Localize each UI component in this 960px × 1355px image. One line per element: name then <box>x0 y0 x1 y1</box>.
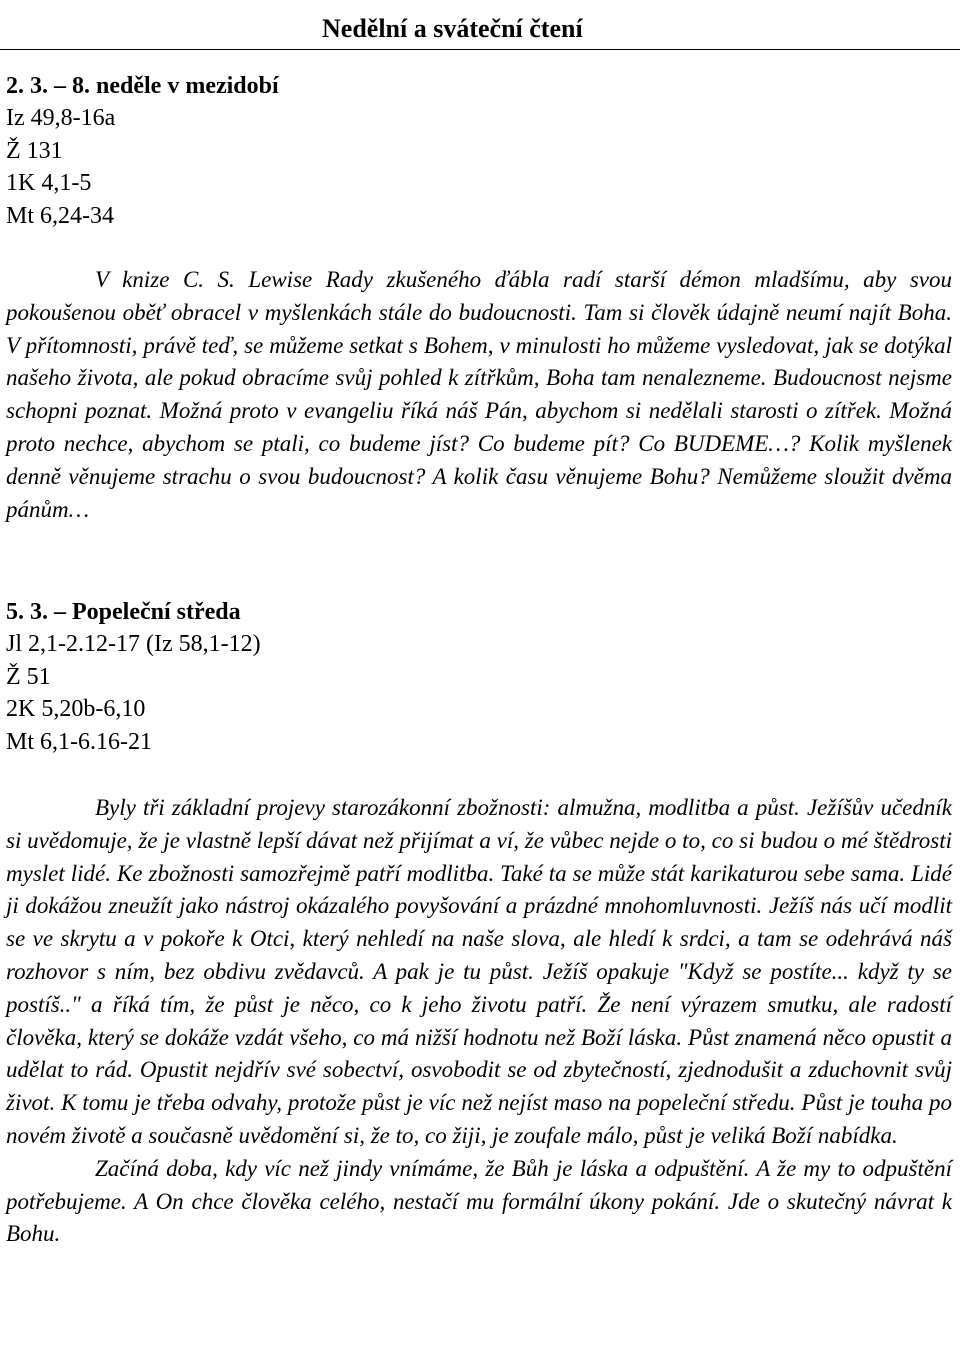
readings-block <box>6 596 952 758</box>
header-title: Nedělní a sváteční čtení <box>322 14 583 43</box>
reading-reference: Ž 131 <box>6 137 63 164</box>
reading-reference: 2K 5,20b-6,10 <box>6 696 146 723</box>
section-ash-wednesday <box>6 596 952 758</box>
reading-reference: Ž 51 <box>6 663 51 690</box>
section-title: 5. 3. – Popeleční středa <box>6 599 241 625</box>
body-paragraph: V knize C. S. Lewise Rady zkušeného ďábla radí starší démon mladšímu, aby svou pokoušenou oběť obracel v myšlenkách stále do budoucnosti. Tam si člověk údajně neumí najít Boha. V přítomnosti, právě teď, se můžeme setkat s Bohem, v minulosti ho můžeme vysledovat, jak se dotýkal našeho života, ale pokud obracíme svůj pohled k zítřkům, Boha tam nenalezneme. Budoucnost nejsme schopni poznat. Možná proto v evangeliu říká náš Pán, abychom si nedělali starosti o zítřek. Možná proto nechce, abychom se ptali, co budeme jíst? Co budeme pít? Co BUDEME…? Kolik myšlenek denně věnujeme strachu o svou budoucnost? A kolik času věnujeme Bohu? Nemůžeme sloužit dvěma pánům… <box>6 267 952 522</box>
section-sunday <box>6 70 952 232</box>
section-title: 2. 3. – 8. neděle v mezidobí <box>6 73 279 99</box>
section-sunday-text <box>6 264 952 526</box>
reading-reference: Iz 49,8-16a <box>6 105 116 132</box>
reading-reference: 1K 4,1-5 <box>6 170 92 197</box>
page-header <box>0 0 960 50</box>
reading-reference: Mt 6,24-34 <box>6 202 114 229</box>
readings-block <box>6 70 952 232</box>
body-paragraph: Byly tři základní projevy starozákonní zbožnosti: almužna, modlitba a půst. Ježíšův učedník si uvědomuje, že je vlastně lepší dávat než přijímat a ví, že vůbec nejde o to, co si budou o mé štědrosti myslet lidé. Ke zbožnosti samozřejmě patří modlitba. Také ta se může stát karikaturou sebe sama. Lidé ji dokážou zneužít jako nástroj okázalého povyšování a prázdné mnohomluvnosti. Ježíš nás učí modlit se ve skrytu a v pokoře k Otci, který nehledí na naše slova, ale hledí k srdci, a tam se odehrává náš rozhovor s ním, bez obdivu zvědavců. A pak je tu půst. Ježíš opakuje "Když se postíte... když ty se postíš.." a říká tím, že půst je něco, co k jeho životu patří. Že není výrazem smutku, ale radostí člověka, který se dokáže vzdát všeho, co má nižší hodnotu než Boží láska. Půst znamená něco opustit a udělat to rád. Opustit nejdřív své sobectví, osvobodit se od zbytečností, zjednodušit a zduchovnit svůj život. K tomu je třeba odvahy, protože půst je víc než nejíst maso na popeleční středu. Půst je touha po novém životě a současně uvědomění si, že to, co žiji, je zoufale málo, půst je veliká Boží nabídka. <box>6 795 952 1148</box>
reading-reference: Jl 2,1-2.12-17 (Iz 58,1-12) <box>6 631 261 658</box>
reading-reference: Mt 6,1-6.16-21 <box>6 728 152 755</box>
header-divider <box>0 49 960 50</box>
section-ash-wednesday-text <box>6 792 952 1251</box>
body-paragraph: Začíná doba, kdy víc než jindy vnímáme, že Bůh je láska a odpuštění. A že my to odpuštění potřebujeme. A On chce člověka celého, nestačí mu formální úkony pokání. Jde o skutečný návrat k Bohu. <box>6 1155 952 1247</box>
